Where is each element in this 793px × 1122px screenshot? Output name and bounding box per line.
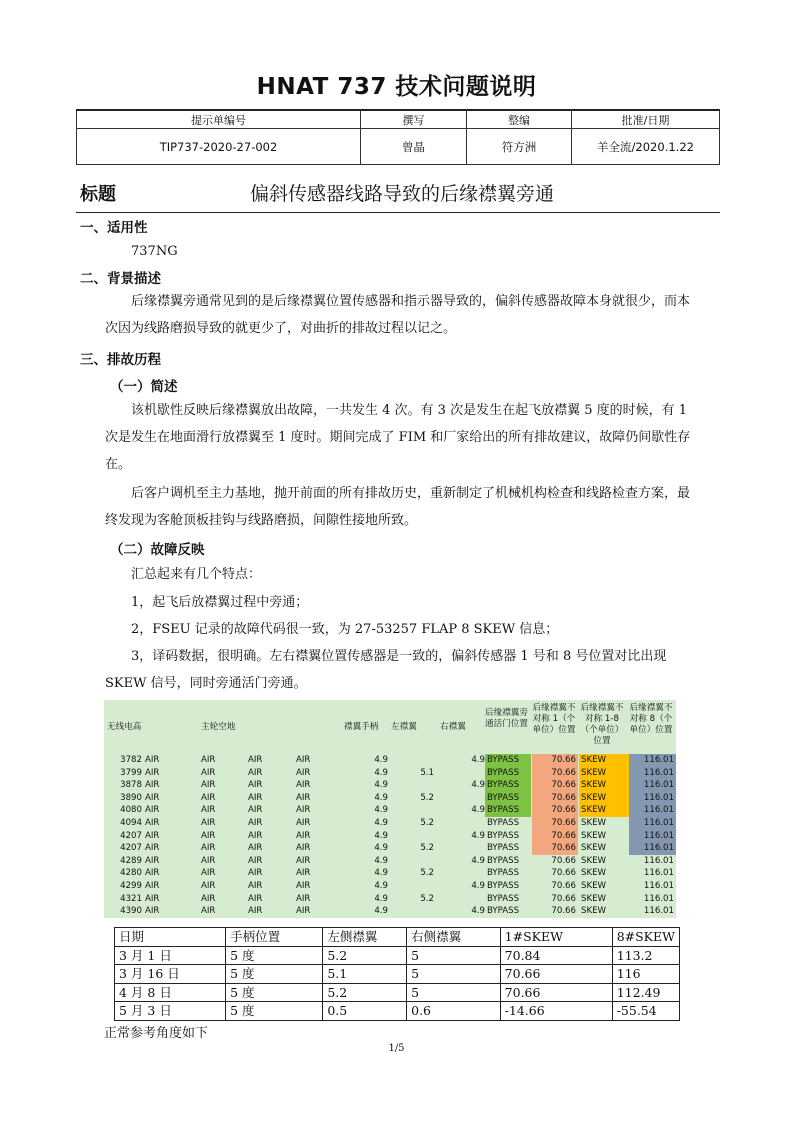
cell-right-flap: 4.9 [471,906,485,917]
cell-air-3: AIR [248,906,263,917]
meta-editor: 符方洲 [467,129,572,165]
cell-flap-handle: 4.9 [374,767,388,778]
cell-bypass: BYPASS [487,830,520,841]
col-header-handle: 手柄位置 [226,928,323,947]
cell-skew-8: 116.01 [643,830,674,841]
cell-skew-1-8: SKEW [581,881,607,891]
cell-skew-1: 70.66 [551,755,576,765]
cell-bypass: BYPASS [487,780,520,791]
section-3-1-para-1: 该机歇性反映后缘襟翼放出故障，一共发生 4 次。有 3 次是发生在起飞放襟翼 5 度的时候，有 1 次是发生在地面滑行放襟翼至 1 度时。期间完成了 FIM 和厂家给出的所有排故建议，故障仍间歇性存在。 [105,403,691,472]
cell-right-flap: 4.9 [471,855,485,866]
cell-right-flap: 0.6 [407,1002,501,1021]
cell-skew-1: 70.66 [551,818,576,828]
cell-skew-1: 70.66 [551,805,576,816]
cell-air-1: AIR [145,906,160,917]
section-3-2-item-3: 3，译码数据，很明确。左右襟翼位置传感器是一致的，偏斜传感器 1 号和 8 号位置对比出现 SKEW 信号，同时旁通活门旁通。 [105,649,667,691]
cell-skew-1: 70.66 [551,830,576,841]
col-header-skew-1: 1#SKEW [500,928,612,947]
cell-bypass: BYPASS [487,868,520,879]
cell-right-flap: 4.9 [471,780,485,791]
cell-flap-handle: 4.9 [374,805,388,816]
cell-air-4: AIR [296,755,311,765]
cell-air-2: AIR [201,893,216,904]
cell-skew-8: 116.01 [643,855,674,866]
cell-flap-handle: 4.9 [374,893,388,904]
cell-right-flap: 5 [407,965,501,984]
cell-radio-alt: 4094 [120,818,142,828]
cell-skew-1: -14.66 [500,1002,612,1021]
cell-skew-1-8: SKEW [581,893,607,904]
cell-skew-8: 116.01 [643,906,674,917]
col-header-right-flap: 右侧襟翼 [407,928,501,947]
cell-air-3: AIR [248,755,263,765]
cell-air-2: AIR [201,868,216,879]
sheet-header-skew-1: 后缘襟翼不对称 1（个单位）位置 [532,703,576,735]
cell-radio-alt: 4390 [120,906,142,917]
sheet-header-radio-altitude: 无线电高 [107,722,142,732]
cell-skew-1: 70.66 [551,868,576,879]
cell-date: 3 月 1 日 [115,946,226,965]
cell-skew-8: 116.01 [643,780,674,791]
cell-right-flap: 4.9 [471,830,485,841]
cell-air-1: AIR [145,805,160,816]
cell-bypass: BYPASS [487,843,520,854]
meta-author: 曾晶 [361,129,467,165]
cell-air-4: AIR [296,881,311,891]
cell-air-3: AIR [248,868,263,879]
subject-text: 偏斜传感器线路导致的后缘襟翼旁通 [250,183,555,205]
col-header-left-flap: 左侧襟翼 [323,928,407,947]
cell-air-3: AIR [248,893,263,904]
cell-bypass: BYPASS [487,805,520,816]
cell-air-2: AIR [201,805,216,816]
cell-flap-handle: 4.9 [374,868,388,879]
cell-air-1: AIR [145,755,160,765]
cell-radio-alt: 4080 [120,805,142,816]
cell-skew-1-8: SKEW [581,755,607,765]
section-2-title: 二、背景描述 [80,271,161,287]
cell-skew-1: 70.66 [500,965,612,984]
meta-tip-number: TIP737-2020-27-002 [77,129,361,165]
cell-skew-1-8: SKEW [581,805,607,816]
cell-left-flap: 5.2 [420,893,434,904]
section-3-2-item-2: 2，FSEU 记录的故障代码很一致，为 27-53257 FLAP 8 SKEW 信息； [131,622,559,637]
document-title: HNAT 737 技术问题说明 [256,74,537,100]
cell-left-flap: 5.2 [420,792,434,803]
cell-air-4: AIR [296,830,311,841]
cell-right-flap: 4.9 [471,881,485,891]
cell-air-1: AIR [145,830,160,841]
cell-skew-1-8: SKEW [581,792,607,803]
cell-left-flap: 0.5 [323,1002,407,1021]
meta-header-approval: 批准/日期 [572,110,720,129]
cell-air-4: AIR [296,855,311,866]
cell-air-2: AIR [201,792,216,803]
cell-air-2: AIR [201,881,216,891]
cell-skew-1-8: SKEW [581,906,607,917]
cell-air-2: AIR [201,755,216,765]
decode-data-sheet [104,700,676,918]
cell-skew-8: 116.01 [643,818,674,828]
cell-right-flap: 5 [407,946,501,965]
cell-skew-1: 70.66 [500,983,612,1002]
meta-header-editor: 整编 [467,110,572,129]
cell-air-2: AIR [201,843,216,854]
cell-air-1: AIR [145,868,160,879]
section-2-body: 后缘襟翼旁通常见到的是后缘襟翼位置传感器和指示器导致的，偏斜传感器故障本身就很少，而本次因为线路磨损导致的就更少了，对曲折的排故过程以记之。 [105,294,691,336]
cell-handle: 5 度 [226,983,323,1002]
cell-bypass: BYPASS [487,818,520,828]
cell-bypass: BYPASS [487,755,520,765]
cell-bypass: BYPASS [487,767,520,778]
cell-radio-alt: 3878 [120,780,142,791]
cell-radio-alt: 4280 [120,868,142,879]
cell-air-2: AIR [201,767,216,778]
sheet-header-bypass-valve: 后缘襟翼旁通活门位置 [485,708,528,729]
cell-skew-8: 113.2 [612,946,679,965]
cell-radio-alt: 4207 [120,830,142,841]
section-3-2-item-1: 1，起飞后放襟翼过程中旁通； [131,595,309,610]
cell-left-flap: 5.2 [323,946,407,965]
cell-handle: 5 度 [226,1002,323,1021]
sheet-header-skew-8: 后缘襟翼不对称 8（个单位）位置 [629,703,673,735]
cell-radio-alt: 3782 [120,755,142,765]
cell-air-4: AIR [296,893,311,904]
meta-approval: 羊全流/2020.1.22 [572,129,720,165]
section-3-2-intro: 汇总起来有几个特点： [131,567,262,582]
cell-radio-alt: 3890 [120,792,142,803]
cell-date: 3 月 16 日 [115,965,226,984]
cell-air-1: AIR [145,780,160,791]
cell-bypass: BYPASS [487,881,520,891]
cell-air-1: AIR [145,818,160,828]
cell-air-3: AIR [248,780,263,791]
sheet-header-main-gear: 主轮空地 [201,722,236,732]
reference-note: 正常参考角度如下 [104,1026,209,1041]
cell-skew-8: 112.49 [612,983,679,1002]
cell-flap-handle: 4.9 [374,830,388,841]
page-number: 1/5 [388,1043,405,1054]
cell-air-4: AIR [296,843,311,854]
cell-bypass: BYPASS [487,906,520,917]
cell-skew-8: 116.01 [643,792,674,803]
cell-flap-handle: 4.9 [374,780,388,791]
cell-air-4: AIR [296,805,311,816]
cell-skew-8: 116.01 [643,843,674,854]
cell-flap-handle: 4.9 [374,881,388,891]
cell-skew-1-8: SKEW [581,855,607,866]
cell-flap-handle: 4.9 [374,755,388,765]
sheet-header-flap-handle: 襟翼手柄 [344,722,379,732]
cell-air-2: AIR [201,830,216,841]
cell-air-4: AIR [296,767,311,778]
cell-air-2: AIR [201,906,216,917]
cell-skew-1: 70.66 [551,855,576,866]
cell-air-3: AIR [248,881,263,891]
cell-left-flap: 5.2 [420,868,434,879]
cell-handle: 5 度 [226,965,323,984]
table-row [115,946,680,965]
cell-skew-1-8: SKEW [581,767,607,778]
cell-radio-alt: 3799 [120,767,142,778]
cell-radio-alt: 4299 [120,881,142,891]
cell-skew-8: 116.01 [643,881,674,891]
section-1-body: 737NG [131,244,178,259]
table-row [115,1002,680,1021]
cell-skew-1-8: SKEW [581,830,607,841]
sheet-header-left-flap: 左襟翼 [391,722,417,732]
cell-air-1: AIR [145,881,160,891]
subject-label: 标题 [80,184,116,205]
cell-air-4: AIR [296,868,311,879]
cell-air-1: AIR [145,893,160,904]
cell-flap-handle: 4.9 [374,843,388,854]
cell-air-3: AIR [248,818,263,828]
cell-air-2: AIR [201,818,216,828]
cell-skew-1: 70.66 [551,780,576,791]
section-1-title: 一、适用性 [80,220,148,236]
cell-left-flap: 5.2 [420,843,434,854]
cell-radio-alt: 4207 [120,843,142,854]
cell-right-flap: 4.9 [471,805,485,816]
cell-air-3: AIR [248,843,263,854]
cell-skew-8: 116.01 [643,805,674,816]
cell-right-flap: 4.9 [471,755,485,765]
cell-air-3: AIR [248,830,263,841]
cell-flap-handle: 4.9 [374,792,388,803]
section-3-title: 三、排故历程 [80,352,161,368]
section-3-2-title: （二）故障反映 [110,542,205,558]
section-3-1-title: （一）简述 [110,379,178,395]
cell-air-2: AIR [201,780,216,791]
cell-skew-1-8: SKEW [581,868,607,879]
cell-bypass: BYPASS [487,792,520,803]
cell-radio-alt: 4321 [120,893,142,904]
flap-data-table [114,927,680,1021]
section-3-1-para-2: 后客户调机至主力基地，抛开前面的所有排故历史，重新制定了机械机构检查和线路检查方案，最终发现为客舱顶板挂钩与线路磨损，间隙性接地所致。 [105,486,691,528]
cell-bypass: BYPASS [487,855,520,866]
cell-skew-8: 116.01 [643,868,674,879]
cell-air-1: AIR [145,843,160,854]
cell-handle: 5 度 [226,946,323,965]
cell-left-flap: 5.2 [323,983,407,1002]
cell-date: 4 月 8 日 [115,983,226,1002]
cell-skew-1: 70.66 [551,893,576,904]
cell-left-flap: 5.1 [323,965,407,984]
meta-header-author: 撰写 [361,110,467,129]
cell-air-2: AIR [201,855,216,866]
cell-skew-1: 70.84 [500,946,612,965]
col-header-date: 日期 [115,928,226,947]
col-header-skew-8: 8#SKEW [612,928,679,947]
cell-air-4: AIR [296,780,311,791]
cell-skew-8: 116 [612,965,679,984]
cell-right-flap: 5 [407,983,501,1002]
cell-bypass: BYPASS [487,893,520,904]
cell-skew-1: 70.66 [551,843,576,854]
cell-skew-8: -55.54 [612,1002,679,1021]
sheet-header-right-flap: 右襟翼 [440,722,466,732]
cell-skew-8: 116.01 [643,755,674,765]
sheet-header-skew-1-8: 后缘襟翼不对称 1-8（个单位）位置 [580,703,624,746]
table-row [115,965,680,984]
meta-header-tip-number: 提示单编号 [77,110,361,129]
cell-flap-handle: 4.9 [374,906,388,917]
cell-skew-1-8: SKEW [581,818,607,828]
cell-air-3: AIR [248,792,263,803]
cell-air-3: AIR [248,805,263,816]
cell-skew-1-8: SKEW [581,780,607,791]
cell-air-4: AIR [296,818,311,828]
cell-air-3: AIR [248,855,263,866]
meta-table [76,109,720,165]
cell-skew-8: 116.01 [643,767,674,778]
cell-skew-8: 116.01 [643,893,674,904]
cell-air-4: AIR [296,906,311,917]
cell-flap-handle: 4.9 [374,855,388,866]
cell-air-1: AIR [145,855,160,866]
cell-skew-1: 70.66 [551,767,576,778]
cell-skew-1: 70.66 [551,881,576,891]
cell-skew-1: 70.66 [551,906,576,917]
cell-date: 5 月 3 日 [115,1002,226,1021]
table-row [115,983,680,1002]
cell-skew-1-8: SKEW [581,843,607,854]
cell-skew-1: 70.66 [551,792,576,803]
cell-air-1: AIR [145,767,160,778]
cell-radio-alt: 4289 [120,855,142,866]
cell-left-flap: 5.1 [420,767,434,778]
cell-flap-handle: 4.9 [374,818,388,828]
cell-air-4: AIR [296,792,311,803]
cell-air-3: AIR [248,767,263,778]
cell-air-1: AIR [145,792,160,803]
cell-left-flap: 5.2 [420,818,434,828]
